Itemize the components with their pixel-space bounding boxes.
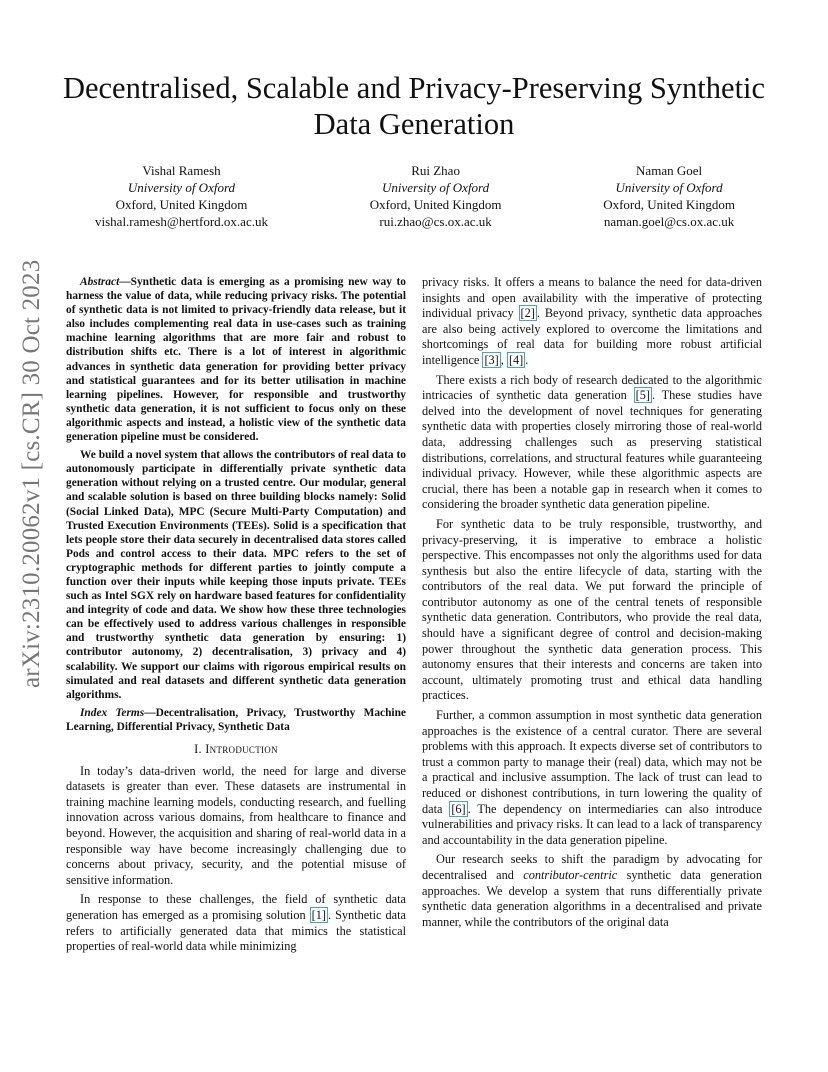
author-email[interactable]: naman.goel@cs.ox.ac.uk [603, 214, 735, 229]
citation-link[interactable]: [1] [311, 907, 326, 922]
arxiv-sidebar [18, 259, 58, 688]
intro-text: . [525, 352, 529, 367]
emphasis-text: contributor-centric [523, 867, 618, 882]
author-location: Oxford, United Kingdom [115, 197, 248, 212]
section-number: I. [194, 742, 206, 756]
author-affiliation: University of Oxford [615, 180, 723, 195]
author-email[interactable]: rui.zhao@cs.ox.ac.uk [379, 214, 492, 229]
author-1 [95, 162, 268, 230]
intro-paragraph-6 [422, 852, 762, 930]
intro-text: . These studies have delved into the development of novel techniques for generating synthetic data with properties closely mirroring those of real-world data, addressing challenges such as preserving statistical distributions, correlations, and structural features while guaranteeing individual privacy. However, while these algorithmic aspects are crucial, there has been a notable gap in research when it comes to considering the broader synthetic data generation pipeline. [422, 388, 762, 512]
intro-text: There exists a rich body of research dedicated to the algorithmic intricacies of synthetic data generation [422, 372, 762, 403]
author-location: Oxford, United Kingdom [603, 197, 735, 212]
intro-paragraph-2 [66, 892, 406, 954]
abstract-paragraph-1: Abstract—Synthetic data is emerging as a promising new way to harness the value of data, while reducing privacy risks. The potential of synthetic data is not limited to privacy-friendly data release, but it also includes complementing real data in use-cases such as training machine learning algorithms that are more fair and robust to distribution shifts etc. There is a lot of interest in algorithmic advances in synthetic data generation for providing better privacy and statistical guarantees and for its better utilisation in machine learning pipelines. However, for responsible and trustworthy synthetic data generation, it is not sufficient to focus only on these algorithmic aspects and instead, a holistic view of the synthetic data generation pipeline must be considered. [66, 276, 406, 444]
author-affiliation: University of Oxford [127, 180, 236, 195]
index-terms: Index Terms—Decentralisation, Privacy, Trustworthy Machine Learning, Differential Privacy, Synthetic Data [66, 706, 406, 733]
abstract-paragraph-2: We build a novel system that allows the contributors of real data to autonomously participate in differentially private synthetic data generation without relying on a trusted centre. Our modular, general and scalable solution is based on three building blocks namely: Solid (Social Linked Data), MPC (Secure Multi-Party Computation) and Trusted Execution Environments (TEEs). Solid is a specification that lets people store their data securely in decentralised data stores called Pods and control access to their data. MPC refers to the set of cryptographic methods for different parties to jointly compute a function over their inputs while keeping those inputs private. TEEs such as Intel SGX rely on hardware based features for confidentiality and integrity of code and data. We show how these three technologies can be effectively used to address various challenges in responsible and trustworthy synthetic data generation by ensuring: 1) contributor autonomy, 2) decentralisation, 3) privacy and 4) scalability. We support our claims with rigorous empirical results on simulated and real datasets and different synthetic data generation algorithms. [66, 449, 406, 701]
author-name: Naman Goel [636, 163, 703, 178]
paper-title: Decentralised, Scalable and Privacy-Preserving Synthetic Data Generation [62, 71, 766, 141]
citation-link[interactable]: [5] [635, 388, 650, 403]
intro-text: . The dependency on intermediaries can also introduce vulnerabilities and privacy risks. It can lead to a lack of transparency and accountability in the data generation pipeline. [422, 801, 763, 847]
abstract-label: Abstract [80, 276, 120, 288]
section-title: Introduction [205, 742, 278, 756]
intro-text: Further, a common assumption in most synthetic data generation approaches is the existence of a central curator. There are several problems with this approach. It expects diverse set of contributors to trust a common party to manage their (real) data, which may not be a practical and inclusive assumption. The lack of trust can lead to reduced or dishonest contributions, in turn lowering the quality of data [422, 708, 762, 816]
intro-text: . Synthetic data refers to artificially generated data that mimics the statistical properties of real-world data while minimizing [66, 907, 406, 954]
author-email[interactable]: vishal.ramesh@hertford.ox.ac.uk [95, 214, 268, 229]
intro-text: synthetic data generation approaches. We develop a system that runs differentially private synthetic data generation algorithms in a decentralised and private manner, while the contributors of the original data [422, 867, 762, 929]
author-location: Oxford, United Kingdom [369, 197, 502, 212]
section-heading-introduction [66, 742, 406, 758]
abstract-text-1: Synthetic data is emerging as a promising new way to harness the value of data, while reducing privacy risks. The potential of synthetic data is not limited to privacy-friendly data release, but it also includes complementing real data in use-cases such as training machine learning algorithms that are more fair and robust to distribution shifts etc. There is a lot of interest in algorithmic advances in synthetic data generation for providing better privacy and statistical guarantees and for its better utilisation in machine learning pipelines. However, for responsible and trustworthy synthetic data generation, it is not sufficient to focus only on these algorithmic aspects and instead, a holistic view of the synthetic data generation pipeline must be considered. [66, 276, 406, 444]
intro-text: , [500, 352, 507, 367]
author-3 [603, 162, 735, 230]
arxiv-identifier: arXiv:2310.20062v1 [cs.CR] 30 Oct 2023 [18, 259, 45, 688]
intro-paragraph-4: For synthetic data to be truly responsible, trustworthy, and privacy-preserving, it is imperative to embrace a holistic perspective. This encompasses not only the algorithms used for data synthesis but also the entire lifecycle of data, starting with the contributors of the real data. We put forward the principle of contributor autonomy as one of the central tenets of responsible synthetic data generation. Contributors, who provide the real data, should have a significant degree of control and decision-making power throughout the synthetic data generation process. This autonomy ensures that their interests and concerns are taken into account, ultimately promoting trust and ethical data handling practices. [422, 516, 762, 703]
left-column [66, 275, 406, 959]
citation-link[interactable]: [3] [484, 352, 499, 367]
intro-text: Our research seeks to shift the paradigm by advocating for decentralised and [422, 852, 762, 882]
intro-text: In response to these challenges, the field of synthetic data generation has emerged as a promising solution [66, 892, 406, 922]
citation-link[interactable]: [2] [520, 306, 535, 321]
author-affiliation: University of Oxford [382, 180, 490, 195]
index-terms-text: Decentralisation, Privacy, Trustworthy Machine Learning, Differential Privacy, Synthetic Data [66, 706, 406, 733]
intro-text: privacy risks. It offers a means to balance the need for data-driven insights and open availability with the imperative of protecting individual privacy [422, 275, 762, 321]
intro-paragraph-5 [422, 708, 762, 848]
author-block [95, 162, 735, 230]
intro-paragraph-2-cont [422, 275, 762, 369]
author-2 [370, 162, 502, 230]
citation-link[interactable]: [4] [508, 352, 524, 367]
intro-paragraph-1: In today’s data-driven world, the need for large and diverse datasets is greater than ever. These datasets are instrumental in training machine learning models, conducting research, and fuelling innovation across various domains, from healthcare to finance and beyond. However, the acquisition and sharing of real-world data in a responsible way have become increasingly challenging due to concerns about privacy, security, and the potential misuse of sensitive information. [66, 763, 406, 887]
intro-paragraph-3 [422, 373, 762, 513]
citation-link[interactable]: [6] [451, 801, 466, 816]
author-name: Rui Zhao [411, 163, 460, 178]
index-terms-label: Index Terms [80, 706, 145, 719]
intro-text: . Beyond privacy, synthetic data approaches are also being actively explored to overcome the limitations and shortcomings of real data for building more robust artificial intelligence [422, 306, 763, 367]
author-name: Vishal Ramesh [142, 163, 221, 178]
right-column [422, 275, 762, 934]
